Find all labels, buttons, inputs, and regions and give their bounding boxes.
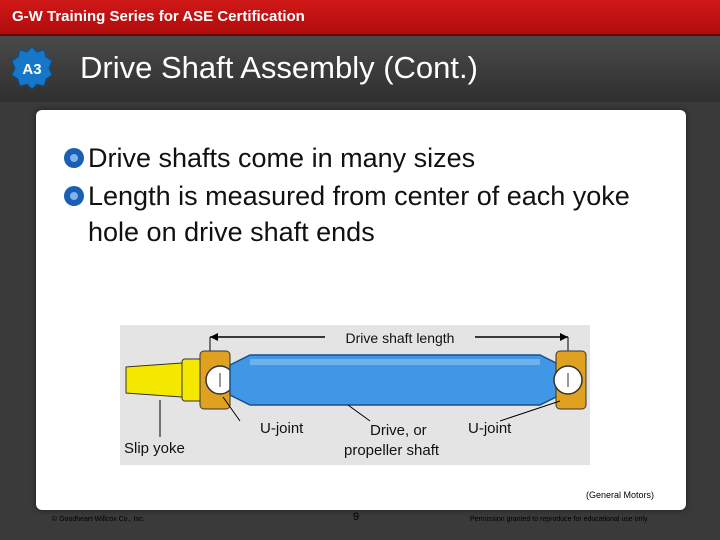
image-credit: (General Motors): [586, 490, 655, 500]
gear-bullet-icon: [62, 184, 86, 208]
a3-badge-icon: [10, 46, 54, 90]
bullet-text: Length is measured from center of each yoke hole on drive shaft ends: [88, 181, 630, 247]
copyright-notice: © Goodheart-Willcox Co., Inc.: [52, 516, 145, 523]
permission-notice: Permission granted to reproduce for educational use only.: [470, 516, 649, 523]
length-label: Drive shaft length: [345, 330, 455, 346]
bullet-item: [60, 178, 680, 250]
shaft-highlight: [250, 359, 540, 365]
slip-yoke-label: Slip yoke: [124, 440, 185, 457]
gear-bullet-icon: [62, 146, 86, 170]
u-joint-left-label: U-joint: [260, 420, 304, 437]
bullet-item: [60, 140, 680, 176]
u-joint-right-label: U-joint: [468, 420, 512, 437]
series-header-bar: [0, 0, 720, 36]
drive-shaft-diagram: [120, 325, 590, 465]
page-title: Drive Shaft Assembly (Cont.): [80, 50, 478, 85]
page-number: 9: [353, 511, 360, 523]
series-title: G-W Training Series for ASE Certification: [12, 8, 305, 25]
bullet-text: Drive shafts come in many sizes: [88, 143, 476, 173]
bullet-list: [60, 140, 680, 252]
drive-shaft-label-line2: propeller shaft: [344, 442, 440, 459]
drive-shaft-label-line1: Drive, or: [370, 422, 427, 439]
badge-label: A3: [22, 61, 42, 78]
